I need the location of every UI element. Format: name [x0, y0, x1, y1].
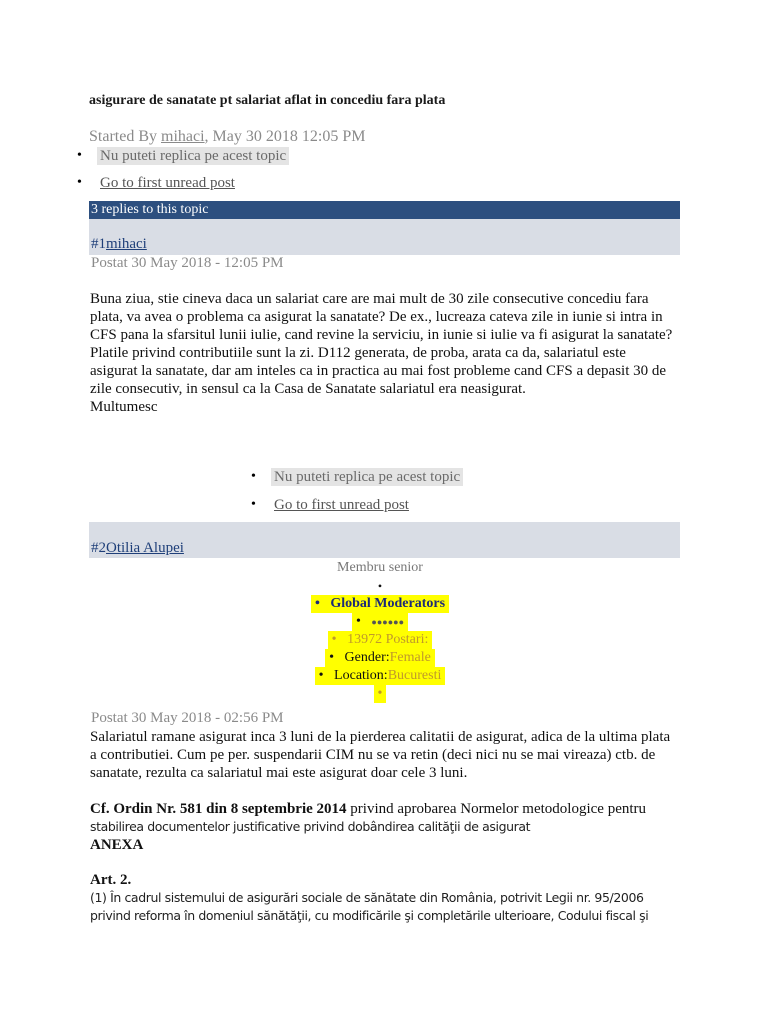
no-reply-notice: Nu puteti replica pe acest topic [97, 147, 289, 165]
post-1-number: #1mihaci [91, 236, 147, 252]
list-item [251, 496, 651, 514]
post-line: asigurat la sanatate, dar am inteles ca in practica au mai fost probleme cand CFS a depasit 30 de [90, 363, 667, 379]
topic-started-by [89, 128, 365, 146]
post-2-author-link[interactable]: Otilia Alupei [106, 540, 184, 556]
empty-row [240, 685, 520, 703]
gender-row [240, 649, 520, 667]
bullet: • [377, 579, 383, 593]
first-unread-link[interactable]: Go to first unread post [100, 175, 235, 191]
location-row [240, 667, 520, 685]
bullet: • [374, 685, 387, 703]
post-line: zile consecutiv, in sensul ca la Casa de Sanatate salariatul era neasigurat. [90, 381, 526, 397]
post-1-actions [251, 468, 651, 514]
post-line: Platile privind contributiile sunt la zi. D112 generata, de proba, arata ca da, salariatul este [90, 345, 626, 361]
article-heading: Art. 2. [90, 872, 132, 888]
article-line: (1) În cadrul sistemului de asigurări sociale de sănătate din România, potrivit Legii nr. 95/2006 [90, 890, 644, 905]
first-unread-link[interactable]: Go to first unread post [274, 497, 409, 513]
post-line: Buna ziua, stie cineva daca un salariat care are mai mult de 30 zile consecutive concediu fara [90, 291, 649, 307]
group-row [240, 595, 520, 613]
post-1-header [89, 219, 680, 255]
topic-title: asigurare de sanatate pt salariat aflat in concediu fara plata [89, 93, 446, 108]
posts-count-row [240, 631, 520, 649]
ordin-line-2: stabilirea documentelor justificative privind dobândirea calităţii de asigurat [90, 819, 531, 834]
author-panel [240, 559, 520, 703]
posts-count: • 13972 Postari: [328, 631, 433, 649]
anexa-heading: ANEXA [90, 837, 144, 853]
topic-actions-top [77, 147, 477, 192]
post-line: plata, va avea o problema ca asigurat la sanatate? De ex., lucreaza cateva zile in iunie si intra in [90, 309, 663, 325]
post-2-body [90, 728, 690, 782]
post-2-number: #2Otilia Alupei [91, 540, 184, 556]
member-rank: Membru senior [337, 560, 423, 575]
ordin-block [90, 800, 710, 854]
post-2-header [89, 522, 680, 558]
post-line: Multumesc [90, 399, 158, 415]
post-line: a contributiei. Cum pe per. suspendarii CIM nu se va retin (deci nici nu se mai vireaza) ctb. de [90, 747, 656, 763]
group-name: • Global Moderators [311, 595, 449, 613]
list-item [77, 174, 477, 192]
post-line: Salariatul ramane asigurat inca 3 luni de la pierderea calitatii de asigurat, adica de la ultima plata [90, 729, 671, 745]
no-reply-notice: Nu puteti replica pe acest topic [271, 468, 463, 486]
started-date: , May 30 2018 12:05 PM [204, 128, 366, 145]
list-item [251, 468, 651, 496]
list-item [77, 147, 477, 173]
post-2-date: Postat 30 May 2018 - 02:56 PM [91, 710, 284, 726]
topic-author-link[interactable]: mihaci [161, 128, 205, 145]
post-line: sanatate, rezulta ca salariatul mai este asigurat doar cele 3 luni. [90, 765, 468, 781]
post-1-date: Postat 30 May 2018 - 12:05 PM [91, 255, 284, 271]
ordin-line: Cf. Ordin Nr. 581 din 8 septembrie 2014 privind aprobarea Normelor metodologice pentru [90, 801, 647, 817]
post-1-author-link[interactable]: mihaci [106, 236, 147, 252]
location: • Location:Bucuresti [315, 667, 446, 685]
article-block [90, 871, 710, 925]
rank-pips: • ●●●●●● [352, 613, 408, 631]
article-line: privind reforma în domeniul sănătăţii, cu modificările şi completările ulterioare, Codului fiscal şi [90, 908, 649, 923]
pips-row [240, 613, 520, 631]
post-line: CFS pana la sfarsitul lunii iulie, cand revine la serviciu, in iunie si iulie va fi asigurat la sanatate? [90, 327, 673, 343]
started-prefix: Started By [89, 128, 161, 145]
replies-bar: 3 replies to this topic [89, 201, 680, 219]
post-1-body [90, 290, 690, 416]
gender: • Gender:Female [325, 649, 435, 667]
